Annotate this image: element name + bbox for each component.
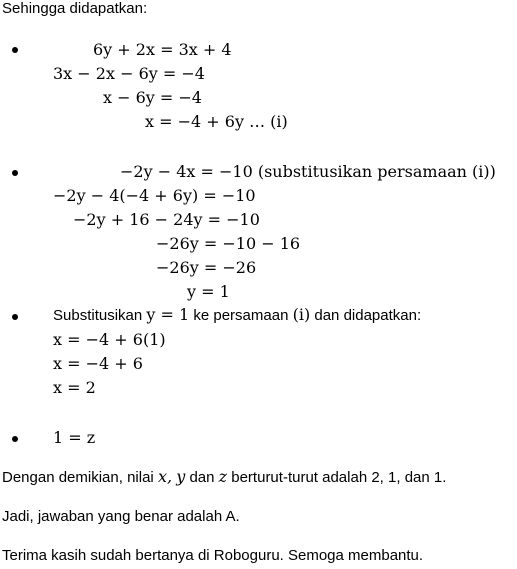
conclusion-prefix: Dengan demikian, nilai (2, 469, 154, 486)
step3-line-1: x = −4 + 6(1) (53, 330, 166, 349)
conclusion-suffix: berturut-turut adalah 2, 1, dan 1. (231, 469, 447, 486)
step1-line-1: 6y + 2x = 3x + 4 (93, 40, 232, 59)
conclusion-text (2, 468, 446, 487)
conclusion-y: y (176, 467, 186, 486)
step2-line-1: −2y − 4(−4 + 6y) = −10 (53, 186, 256, 205)
step3-sentence (53, 306, 421, 325)
bullet-1 (12, 47, 18, 53)
step3-prefix: Substitusikan (53, 307, 143, 324)
bullet-4 (12, 436, 18, 442)
bullet-2 (12, 170, 18, 176)
step3-middle: ke persamaan (193, 307, 289, 324)
conclusion-x: x, (157, 467, 173, 486)
step3-ref: (i) (292, 305, 311, 324)
step4-equation: 1 = z (53, 428, 96, 447)
step2-equation (120, 162, 496, 182)
answer-text: Jadi, jawaban yang benar adalah A. (2, 508, 240, 525)
step2-line-2: −2y + 16 − 24y = −10 (73, 210, 260, 229)
step2-line-4: −26y = −26 (156, 258, 257, 277)
conclusion-dan: dan (189, 469, 215, 486)
bullet-3 (12, 314, 18, 320)
step1-line-2: 3x − 2x − 6y = −4 (53, 64, 205, 83)
step2-line-5: y = 1 (187, 282, 230, 301)
step3-line-3: x = 2 (53, 378, 96, 397)
step3-eq: y = 1 (146, 305, 190, 324)
step1-line-4: x = −4 + 6y … (i) (145, 112, 288, 131)
closing-text: Terima kasih sudah bertanya di Roboguru. Semoga membantu. (2, 547, 424, 564)
step3-line-2: x = −4 + 6 (53, 354, 143, 373)
intro-text: Sehingga didapatkan: (2, 0, 148, 17)
step2-eq: −2y − 4x = −10 (120, 162, 253, 181)
step1-line-3: x − 6y = −4 (103, 88, 202, 107)
step2-note: (substitusikan persamaan (i)) (257, 162, 496, 181)
conclusion-z: z (218, 467, 228, 486)
step3-suffix: dan didapatkan: (314, 307, 422, 324)
step2-line-3: −26y = −10 − 16 (156, 234, 301, 253)
